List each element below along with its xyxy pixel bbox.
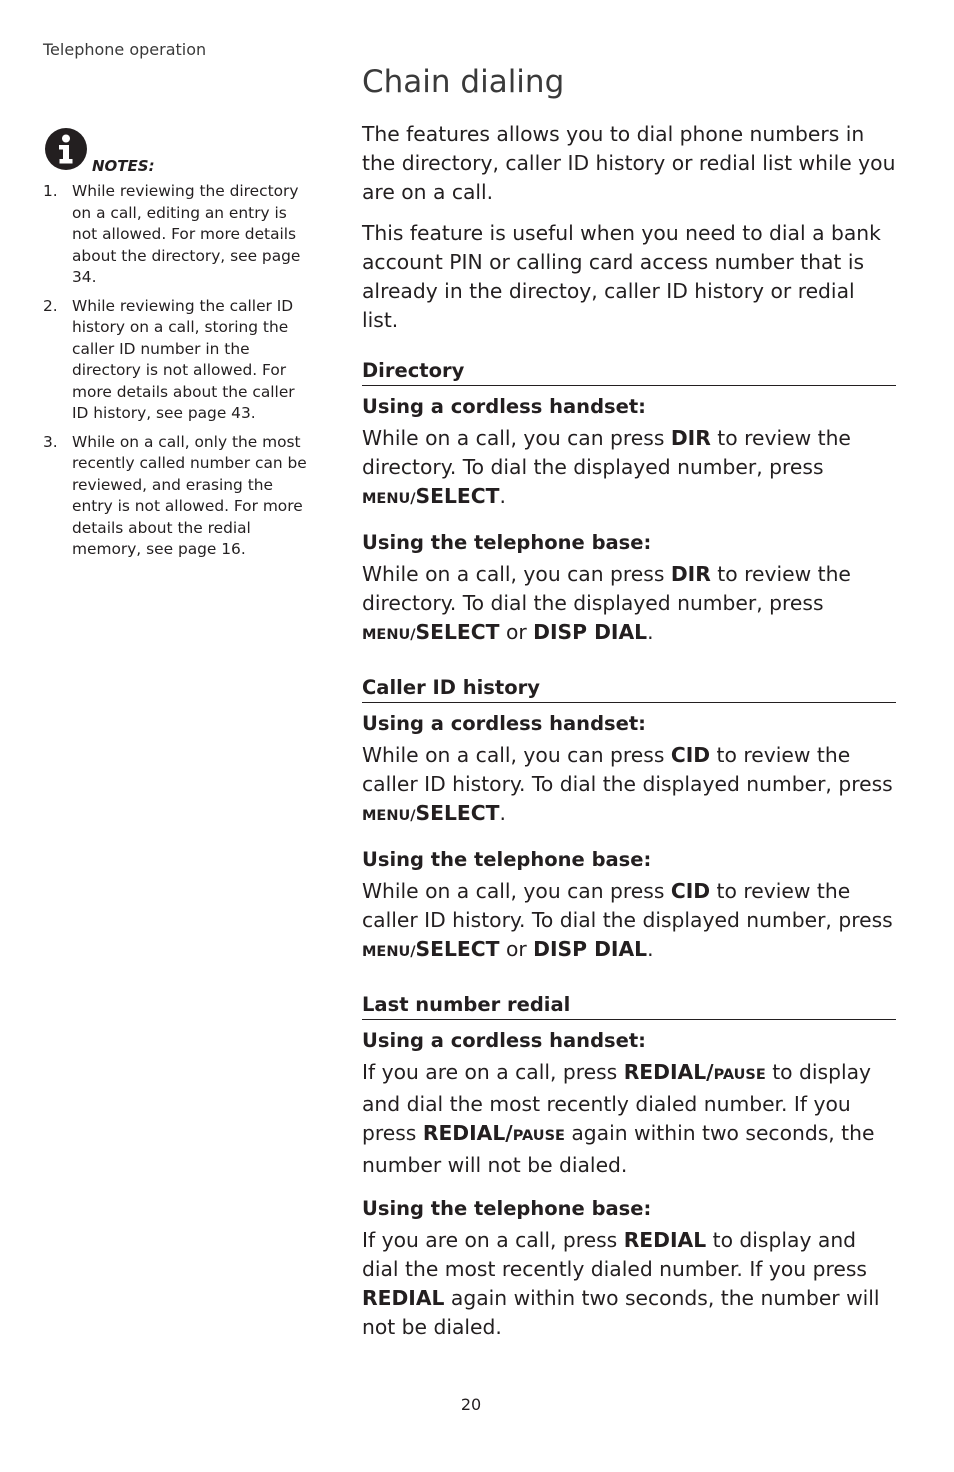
redial-handset-text: If you are on a call, press REDIAL/PAUSE to display and dial the most recently dialed number. If you press REDIAL/PAUSE again within two seconds, the number will not be dialed.	[362, 1060, 875, 1177]
notes-header	[43, 126, 311, 176]
directory-handset-text: While on a call, you can press DIR to review the directory. To dial the displayed number, press MENU/SELECT.	[362, 426, 851, 508]
section-caller-id	[362, 676, 896, 967]
intro-paragraph-2: This feature is useful when you need to dial a bank account PIN or calling card access number that is already in the directoy, caller ID history or redial list.	[362, 221, 881, 332]
main-content	[362, 120, 896, 1354]
key-select: SELECT	[415, 937, 500, 961]
note-item	[43, 432, 311, 561]
key-select: SELECT	[415, 801, 500, 825]
key-redial: REDIAL	[362, 1286, 445, 1310]
key-pause: PAUSE	[512, 1128, 565, 1144]
key-menu: MENU/	[362, 627, 416, 643]
note-text: While on a call, only the most recently called number can be reviewed, and erasing the entry is not allowed. For more details about the redial memory, see page 16.	[72, 432, 307, 558]
key-select: SELECT	[415, 484, 500, 508]
key-menu: MENU/	[362, 808, 416, 824]
key-redial: REDIAL/	[623, 1060, 714, 1084]
key-redial: REDIAL/	[422, 1121, 513, 1145]
section-heading: Caller ID history	[362, 676, 896, 703]
section-heading: Last number redial	[362, 993, 896, 1020]
key-disp-dial: DISP DIAL	[533, 620, 648, 644]
note-text: While reviewing the directory on a call, editing an entry is not allowed. For more details about the directory, see page 34.	[72, 182, 301, 286]
subheading-base: Using the telephone base:	[362, 848, 652, 871]
subheading-handset: Using a cordless handset:	[362, 1029, 646, 1052]
section-directory	[362, 359, 896, 650]
note-number: 3.	[43, 432, 58, 451]
note-text: While reviewing the caller ID history on a call, storing the caller ID number in the directory is not allowed. For more details about the caller ID history, see page 43.	[72, 296, 295, 422]
caller-id-handset-text: While on a call, you can press CID to review the caller ID history. To dial the displayed number, press MENU/SELECT.	[362, 743, 893, 825]
key-dir: DIR	[670, 562, 711, 586]
section-redial	[362, 993, 896, 1342]
intro-paragraph-1: The features allows you to dial phone numbers in the directory, caller ID history or redial list while you are on a call.	[362, 122, 896, 204]
notes-label: NOTES:	[92, 157, 155, 175]
note-item	[43, 181, 311, 289]
note-number: 2.	[43, 296, 58, 315]
subheading-handset: Using a cordless handset:	[362, 712, 646, 735]
key-disp-dial: DISP DIAL	[533, 937, 648, 961]
notes-list	[43, 181, 311, 561]
page-title: Chain dialing	[362, 64, 565, 100]
key-dir: DIR	[670, 426, 711, 450]
key-redial: REDIAL	[623, 1228, 707, 1252]
redial-base-text: If you are on a call, press REDIAL to display and dial the most recently dialed number. If you press REDIAL again within two seconds, the number will not be dialed.	[362, 1228, 880, 1339]
subheading-base: Using the telephone base:	[362, 1197, 652, 1220]
note-item	[43, 296, 311, 425]
note-number: 1.	[43, 182, 58, 200]
key-pause: PAUSE	[713, 1067, 766, 1083]
subheading-handset: Using a cordless handset:	[362, 395, 646, 418]
key-menu: MENU/	[362, 944, 416, 960]
page-number: 20	[460, 1395, 482, 1414]
key-cid: CID	[670, 743, 711, 767]
key-select: SELECT	[415, 620, 500, 644]
info-icon	[45, 128, 87, 170]
directory-base-text: While on a call, you can press DIR to review the directory. To dial the displayed number, press MENU/SELECT or DISP DIAL.	[362, 562, 851, 644]
section-heading: Directory	[362, 359, 896, 386]
caller-id-base-text: While on a call, you can press CID to review the caller ID history. To dial the displayed number, press MENU/SELECT or DISP DIAL.	[362, 879, 893, 961]
notes-box	[43, 126, 311, 568]
subheading-base: Using the telephone base:	[362, 531, 652, 554]
key-cid: CID	[670, 879, 711, 903]
key-menu: MENU/	[362, 491, 416, 507]
running-head: Telephone operation	[43, 40, 207, 59]
